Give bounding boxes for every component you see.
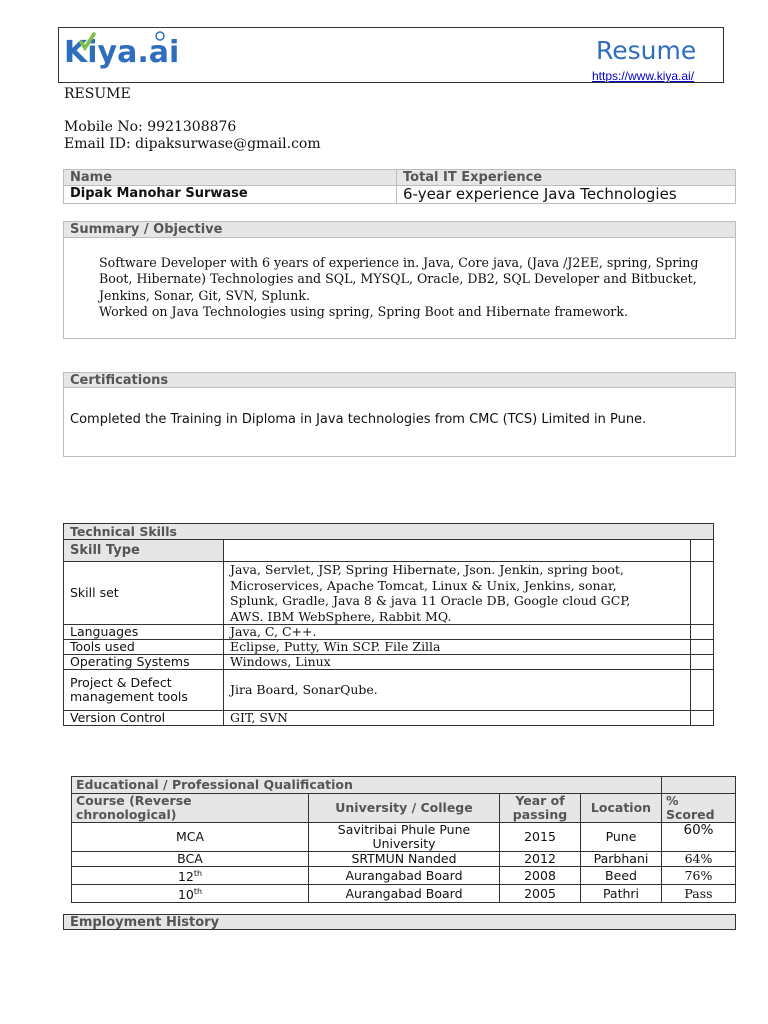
summary-line: Worked on Java Technologies using spring, Spring Boot and Hibernate framework. [99,303,628,319]
skill-type-extra [691,540,714,562]
summary-heading: Summary / Objective [63,221,736,238]
table-row: 10th Aurangabad Board 2005 Pathri Pass [72,885,736,903]
skill-value: Jira Board, SonarQube. [224,670,691,711]
table-row: BCA SRTMUN Nanded 2012 Parbhani 64% [72,852,736,867]
location-header: Location [581,794,662,823]
summary-body [63,238,736,339]
resume-title: Resume [596,36,697,65]
kiya-website-link[interactable]: https://www.kiya.ai/ [592,69,695,83]
skill-label: Project & Defect management tools [64,670,224,711]
skill-type-value [224,540,691,562]
education-heading: Educational / Professional Qualification [72,777,662,794]
skill-label: Operating Systems [64,655,224,670]
total-experience: 6-year experience Java Technologies [396,186,736,204]
summary-line: Jenkins, Sonar, Git, SVN, Splunk. [99,287,310,303]
skill-label: Version Control [64,711,224,726]
skill-label: Languages [64,625,224,640]
course-header: Course (Reverse chronological) [72,794,309,823]
mobile-number: Mobile No: 9921308876 [64,119,237,135]
skill-type-header: Skill Type [64,540,224,562]
certifications-body [63,388,736,457]
skill-value: Java, Servlet, JSP, Spring Hibernate, Json. Jenkin, spring boot, Microservices, Apache Tomcat, Linux & Unix, Jenkins, sonar, Splunk, Gradle, Java 8 & java 11 Oracle DB, Google cloud GCP, AWS. IBM WebSphere, Rabbit MQ. [224,562,691,625]
skill-label: Tools used [64,640,224,655]
summary-line: Boot, Hibernate) Technologies and SQL, MYSQL, Oracle, DB2, SQL Developer and Bitbucket, [99,271,697,287]
profile-table [63,169,736,205]
kiya-logo [64,28,180,72]
skill-label: Skill set [64,562,224,625]
year-header: Year of passing [500,794,581,823]
svg-text:Kiya.ai: Kiya.ai [64,35,180,70]
summary-line: Software Developer with 6 years of experience in. Java, Core java, (Java /J2EE, spring, Spring [99,255,699,270]
name-header: Name [63,169,397,186]
skill-value: Eclipse, Putty, Win SCP. File Zilla [224,640,691,655]
university-header: University / College [309,794,500,823]
education-table [71,776,736,903]
score-header: % Scored [662,794,736,823]
certifications-heading: Certifications [63,372,736,388]
resume-label: RESUME [64,86,131,102]
skill-value: GIT, SVN [224,711,691,726]
certification-text: Completed the Training in Diploma in Java technologies from CMC (TCS) Limited in Pune. [70,412,647,427]
skills-heading: Technical Skills [64,524,714,540]
table-row: MCA Savitribai Phule Pune University 2015 Pune 60% [72,823,736,852]
email-address: Email ID: dipaksurwase@gmail.com [64,136,321,152]
employment-heading: Employment History [63,914,736,930]
technical-skills-table [63,523,714,726]
skill-value: Java, C, C++. [224,625,691,640]
skill-value: Windows, Linux [224,655,691,670]
experience-header: Total IT Experience [396,169,736,186]
table-row: 12th Aurangabad Board 2008 Beed 76% [72,867,736,885]
candidate-name: Dipak Manohar Surwase [63,186,397,204]
